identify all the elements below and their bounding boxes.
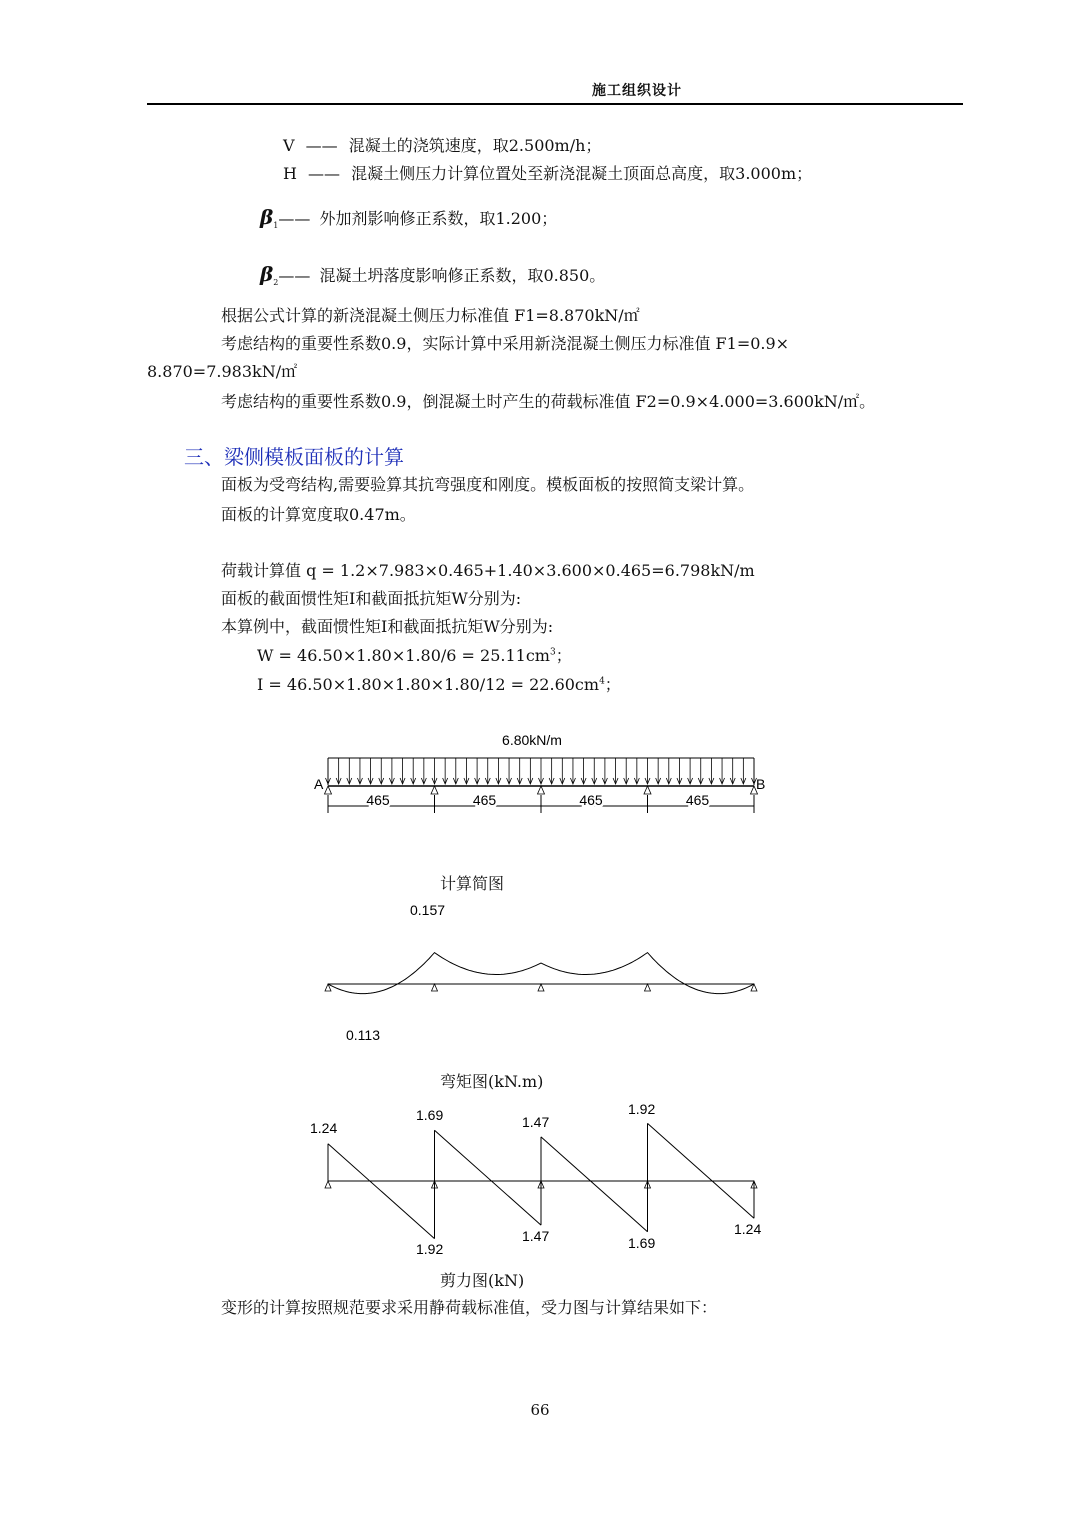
- shear-segment: [541, 1137, 648, 1232]
- w-formula: [257, 646, 572, 666]
- section-paragraph-2: 面板的计算宽度取0.47m。: [221, 505, 416, 524]
- shear-diagram: [300, 1095, 780, 1260]
- param-h: [283, 164, 812, 184]
- load-diagram-caption: 计算简图: [440, 874, 505, 893]
- beta1-subscript: 1: [273, 221, 279, 230]
- f2-line: 考虑结构的重要性系数0.9，倒混凝土时产生的荷载标准值 F2=0.9×4.000=3.600kN/㎡。: [221, 392, 876, 411]
- span-length-label: 465: [685, 792, 710, 808]
- support-b-label: B: [756, 776, 766, 792]
- section-title: 三、梁侧模板面板的计算: [184, 445, 404, 469]
- w-formula-text: W = 46.50×1.80×1.80/6 = 25.11cm: [257, 646, 550, 665]
- shear-label-top-0: 1.24: [310, 1120, 338, 1136]
- shear-label-bottom-0: 1.92: [416, 1241, 444, 1257]
- load-formula: 荷载计算值 q = 1.2×7.983×0.465+1.40×3.600×0.465=6.798kN/m: [221, 561, 755, 580]
- support-triangle: [645, 984, 651, 991]
- shear-label-top-1: 1.69: [416, 1107, 444, 1123]
- param-v: [283, 136, 601, 156]
- moment-label-max-support: 0.157: [410, 902, 446, 918]
- param-b1-desc: 外加剂影响修正系数，取1.200；: [319, 209, 558, 228]
- shear-segment: [648, 1123, 755, 1218]
- param-b2-desc: 混凝土坍落度影响修正系数，取0.850。: [319, 266, 606, 285]
- param-v-dash: ——: [305, 136, 338, 155]
- span-length-label: 465: [579, 792, 603, 808]
- moment-curve: [328, 953, 754, 994]
- param-beta1: [260, 207, 557, 232]
- param-b1-dash: ——: [278, 209, 311, 228]
- support-triangle: [538, 786, 545, 794]
- shear-label-bottom-3: 1.24: [734, 1221, 762, 1237]
- param-h-dash: ——: [308, 164, 341, 183]
- moment-diagram-caption: 弯矩图(kN.m): [440, 1072, 544, 1091]
- f1-adjusted-line1: 考虑结构的重要性系数0.9，实际计算中采用新浇混凝土侧压力标准值 F1=0.9×: [221, 334, 790, 353]
- support-triangle: [538, 984, 544, 991]
- i-formula-text: I = 46.50×1.80×1.80×1.80/12 = 22.60cm: [257, 675, 600, 694]
- moment-label-max-span: 0.113: [346, 1027, 380, 1043]
- support-triangle: [431, 786, 438, 794]
- f1-line: 根据公式计算的新浇混凝土侧压力标准值 F1=8.870kN/㎡: [221, 306, 640, 325]
- param-h-desc: 混凝土侧压力计算位置处至新浇混凝土顶面总高度，取3.000m；: [351, 164, 813, 183]
- param-beta2: [260, 264, 605, 289]
- shear-label-top-2: 1.47: [522, 1114, 550, 1130]
- shear-diagram-caption: 剪力图(kN): [440, 1271, 525, 1290]
- span-dimensions: [328, 792, 754, 813]
- f1-adjusted-line2: 8.870=7.983kN/㎡: [147, 362, 298, 381]
- inertia-intro: 面板的截面惯性矩I和截面抵抗矩W分别为:: [221, 589, 522, 608]
- moment-diagram: [300, 895, 780, 1050]
- i-formula-end: ；: [604, 675, 621, 694]
- load-label: 6.80kN/m: [502, 732, 562, 748]
- example-intro: 本算例中，截面惯性矩I和截面抵抗矩W分别为:: [221, 617, 554, 636]
- header-rule: [147, 103, 963, 105]
- w-formula-exponent: 3: [549, 647, 556, 658]
- support-triangle: [325, 786, 332, 794]
- beta2-subscript: 2: [273, 278, 279, 287]
- span-length-label: 465: [472, 792, 497, 808]
- beta1-symbol: β: [260, 205, 274, 229]
- param-v-desc: 混凝土的浇筑速度，取2.500m/h；: [348, 136, 602, 155]
- w-formula-end: ；: [555, 646, 572, 665]
- running-header: 施工组织设计: [592, 83, 682, 99]
- support-triangle: [432, 984, 438, 991]
- load-diagram: [300, 725, 780, 825]
- shear-label-bottom-2: 1.69: [628, 1235, 656, 1251]
- shear-label-bottom-1: 1.47: [522, 1228, 550, 1244]
- span-length-label: 465: [366, 792, 390, 808]
- param-h-symbol: H: [283, 164, 297, 183]
- i-formula-exponent: 4: [599, 676, 605, 687]
- shear-segment: [435, 1130, 542, 1225]
- support-triangle: [325, 1181, 331, 1188]
- deformation-intro: 变形的计算按照规范要求采用静荷载标准值，受力图与计算结果如下：: [221, 1298, 718, 1317]
- support-a-label: A: [314, 776, 324, 792]
- shear-segment: [328, 1144, 435, 1239]
- i-formula: [257, 675, 621, 695]
- shear-label-top-3: 1.92: [628, 1101, 656, 1117]
- support-triangle: [644, 786, 651, 794]
- param-v-symbol: V: [283, 136, 295, 155]
- section-paragraph-1: 面板为受弯结构,需要验算其抗弯强度和刚度。模板面板的按照简支梁计算。: [221, 475, 755, 494]
- beta2-symbol: β: [260, 262, 274, 286]
- load-arrows: [326, 758, 757, 784]
- param-b2-dash: ——: [278, 266, 311, 285]
- page-number: 66: [530, 1401, 550, 1419]
